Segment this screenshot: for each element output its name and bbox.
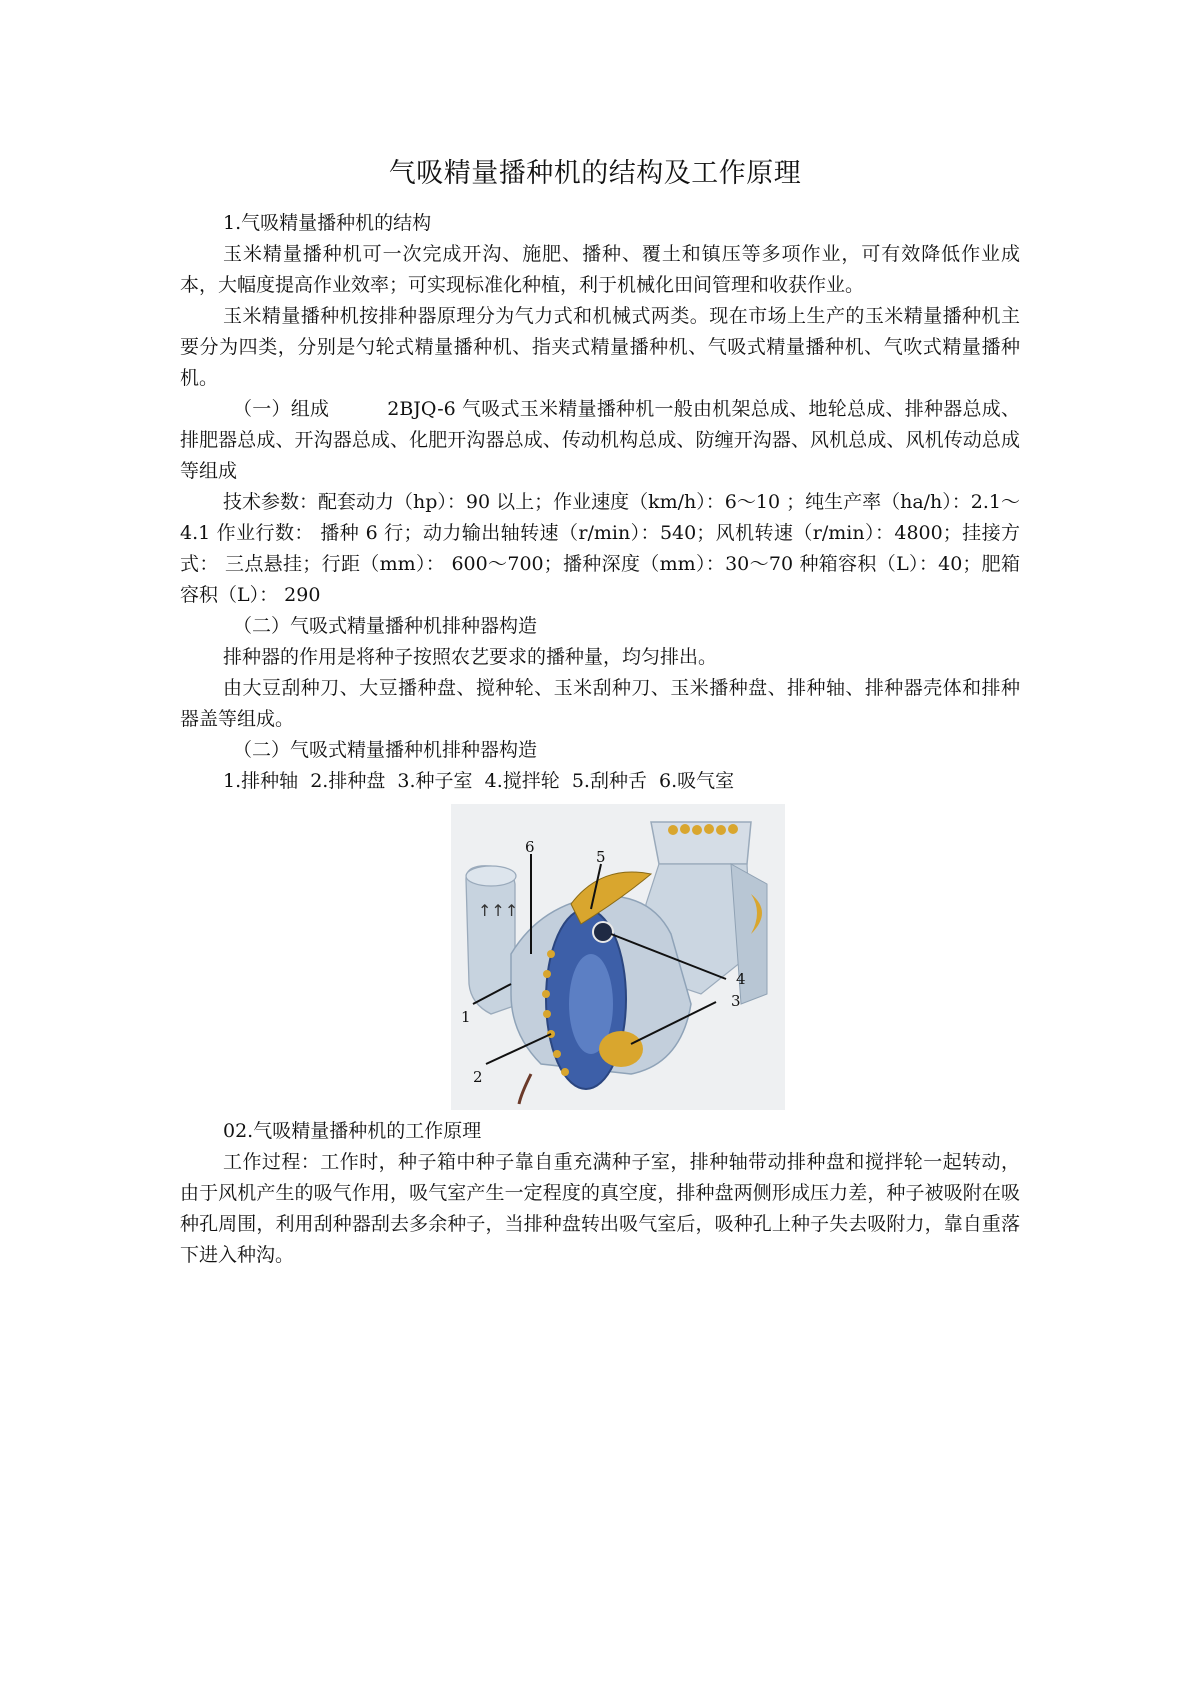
paragraph-tech-params: 技术参数：配套动力（hp）：90 以上；作业速度（km/h）：6～10 ；纯生产率（ha/h）：2.1～4.1 作业行数： 播种 6 行；动力输出轴转速（r/min）：540；风机转速（r/min）：4800；挂接方式： 三点悬挂；行距（mm）： 600～700；播种深度（mm）：30～70 种箱容积（L）：40；肥箱容积（L）： 290 [180, 491, 1021, 606]
paragraph-meter-parts: 由大豆刮种刀、大豆播种盘、搅种轮、玉米刮种刀、玉米播种盘、排种轴、排种器壳体和排种器盖等组成。 [180, 677, 1020, 730]
figure-label-4: 4 [736, 970, 746, 988]
figure-label-5: 5 [596, 848, 606, 866]
figure-label-2: 2 [473, 1068, 483, 1086]
section-principle [180, 1116, 1020, 1271]
airflow-arrows-icon: ↑↑↑ [478, 901, 519, 920]
subheading-meter-repeat: （二）气吸式精量播种机排种器构造 [233, 739, 538, 761]
seed-chamber-seeds [599, 1031, 643, 1067]
composition-label: （一）组成 [233, 398, 330, 420]
intake-opening [466, 866, 516, 886]
subheading-meter: （二）气吸式精量播种机排种器构造 [233, 615, 538, 637]
figure-label-6: 6 [525, 838, 535, 856]
paragraph-working-process: 工作过程：工作时，种子箱中种子靠自重充满种子室，排种轴带动排种盘和搅拌轮一起转动，由于风机产生的吸气作用，吸气室产生一定程度的真空度，排种盘两侧形成压力差，种子被吸附在吸种孔周围，利用刮种器刮去多余种子，当排种盘转出吸气室后，吸种孔上种子失去吸附力，靠自重落下进入种沟。 [180, 1151, 1020, 1266]
paragraph-intro: 玉米精量播种机可一次完成开沟、施肥、播种、覆土和镇压等多项作业，可有效降低作业成本，大幅度提高作业效率；可实现标准化种植，利于机械化田间管理和收获作业。 [180, 243, 1020, 296]
figure-legend: 1.排种轴 2.排种盘 3.种子室 4.搅拌轮 5.刮种舌 6.吸气室 [223, 770, 735, 792]
figure-label-1: 1 [461, 1008, 471, 1026]
stirring-wheel [593, 922, 613, 942]
paragraph-types: 玉米精量播种机按排种器原理分为气力式和机械式两类。现在市场上生产的玉米精量播种机主要分为四类，分别是勺轮式精量播种机、指夹式精量播种机、气吸式精量播种机、气吹式精量播种机。 [180, 305, 1020, 389]
figure-label-3: 3 [731, 992, 741, 1010]
document-title: 气吸精量播种机的结构及工作原理 [388, 158, 802, 189]
composition-text: 2BJQ-6 气吸式玉米精量播种机一般由机架总成、地轮总成、排种器总成、排肥器总成、开沟器总成、化肥开沟器总成、传动机构总成、防缠开沟器、风机总成、风机传动总成等组成 [180, 398, 1020, 482]
seed-meter-illustration [451, 804, 785, 1110]
section-heading-principle: 02.气吸精量播种机的工作原理 [223, 1120, 482, 1142]
paragraph-composition [180, 394, 1020, 487]
section-heading-structure: 1.气吸精量播种机的结构 [223, 212, 432, 234]
paragraph-meter-function: 排种器的作用是将种子按照农艺要求的播种量，均匀排出。 [223, 646, 718, 668]
section-structure [180, 208, 1020, 797]
